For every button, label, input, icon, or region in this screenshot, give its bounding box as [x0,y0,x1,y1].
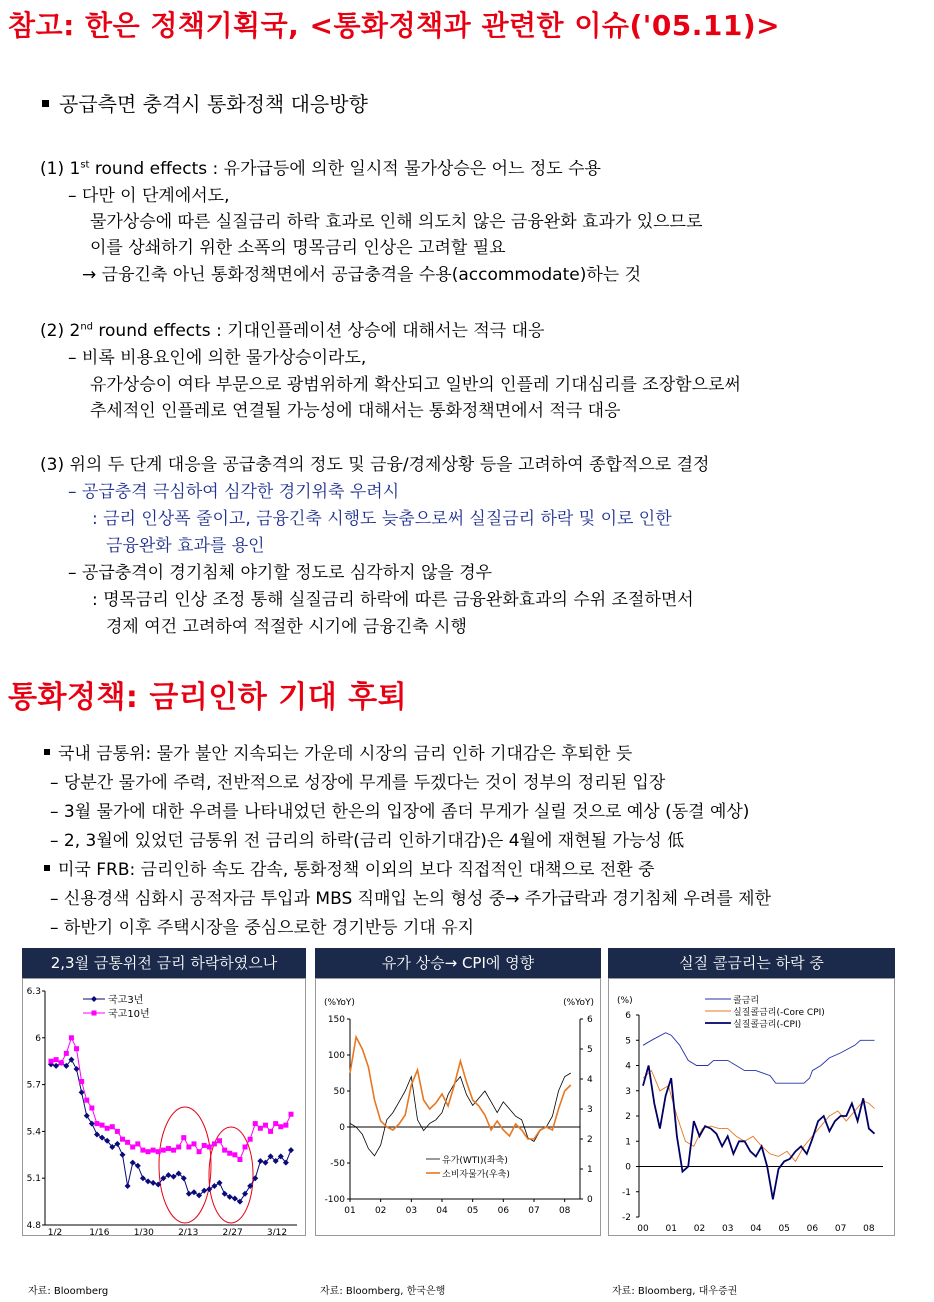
chart1-x-tick-label: 1/2 [47,1228,63,1235]
chart1-point-1 [288,1147,294,1153]
chart3-x-tick-label: 02 [693,1224,706,1234]
chart1-point-1 [74,1066,80,1072]
chart1-point-1 [140,1175,146,1181]
chart1-point-1 [211,1183,217,1189]
chart3-x-tick-label: 04 [750,1224,762,1234]
p3-line5: : 명목금리 인상 조정 통해 실질금리 하락에 따른 금융완화효과의 수위 조절하면서 [92,590,694,610]
chart3-x-tick-label: 01 [665,1224,677,1234]
chart1-point-2 [197,1149,202,1154]
chart3-y-tick-label: 4 [625,1061,631,1072]
chart2-left-tick-label: -100 [324,1195,345,1205]
chart2-left-tick-label: 0 [339,1123,345,1133]
chart1-point-1 [222,1191,228,1197]
chart2-x-tick-label: 04 [436,1206,448,1216]
chart3-y-tick-label: 6 [625,1011,631,1021]
chart1-point-2 [146,1149,151,1154]
chart1-point-2 [151,1148,156,1153]
chart1-point-2 [202,1143,207,1148]
chart1-point-1 [99,1135,105,1141]
chart1-point-2 [140,1148,145,1153]
chart1-point-2 [135,1141,140,1146]
chart1-point-1 [114,1141,120,1147]
chart1-point-1 [84,1113,90,1119]
chart1-point-2 [268,1129,273,1134]
chart2-left-tick-label: 50 [333,1087,345,1097]
chart1-point-2 [166,1146,171,1151]
chart3-y-tick-label: 2 [625,1112,631,1122]
chart1-point-1 [89,1121,95,1127]
p2-head: (2) 2nd round effects : 기대인플레이션 상승에 대해서는 적극 대응 [40,321,545,341]
chart1-point-2 [237,1157,242,1162]
chart3-y-tick-label: 1 [625,1137,631,1148]
chart1-legend-label: 국고3년 [108,995,144,1006]
chart3-unit: (%) [617,996,633,1006]
chart1-point-2 [212,1141,217,1146]
s2-bullet2: 미국 FRB: 금리인하 속도 감속, 통화정책 이외의 보다 직접적인 대책으로 전환 중 [44,855,655,880]
chart1-y-tick-label: 5.1 [26,1174,41,1185]
chart1-svg [23,979,305,1235]
chart1-x-tick-label: 2/13 [178,1228,199,1235]
chart1-point-2 [253,1121,258,1126]
s2-bullet2b: – 하반기 이후 주택시장을 중심으로한 경기반등 기대 유지 [50,918,475,938]
chart1-point-2 [248,1137,253,1142]
p2-line2: 유가상승이 여타 부문으로 광범위하게 확산되고 일반의 인플레 기대심리를 조장함으로써 [90,375,741,395]
chart1-point-2 [181,1135,186,1140]
chart1-point-2 [186,1145,191,1150]
chart1-point-2 [283,1123,288,1128]
chart1-x-tick-label: 3/12 [266,1228,288,1235]
chart2-right-tick-label: 3 [587,1105,593,1115]
chart1-point-2 [69,1035,74,1040]
chart1-point-2 [130,1145,135,1150]
chart2-right-tick-label: 1 [587,1165,593,1175]
chart3-frame [608,978,895,1236]
chart1-annotation-ellipse [159,1107,211,1223]
chart1-point-2 [217,1138,222,1143]
s2-bullet1c: – 2, 3월에 있었던 금통위 전 금리의 하락(금리 인하기대감)은 4월에 재현될 가능성 低 [50,831,685,851]
chart1-x-tick-label: 1/16 [89,1228,110,1235]
chart1-point-2 [115,1129,120,1134]
chart3-series-line-3 [643,1066,875,1200]
chart3-y-tick-label: 0 [625,1162,631,1173]
chart3-x-tick-label: 03 [721,1224,734,1234]
chart1-point-2 [243,1145,248,1150]
p1-head: (1) 1st round effects : 유가급등에 의한 일시적 물가상승은 어느 정도 수용 [40,159,601,179]
s2-bullet2a: – 신용경색 심화시 공적자금 투입과 MBS 직매입 논의 형성 중→ 주가급락과 경기침체 우려를 제한 [50,889,772,909]
chart1-point-1 [191,1189,197,1195]
chart1-point-2 [156,1149,161,1154]
s2-bullet1b: – 3월 물가에 대한 우려를 나타내었던 한은의 입장에 좀더 무게가 실릴 것으로 예상 (동결 예상) [50,802,750,822]
chart1-point-2 [171,1148,176,1153]
chart2-left-tick-label: 100 [327,1051,345,1061]
chart1-point-1 [125,1183,131,1189]
chart3-x-tick-label: 07 [834,1224,847,1234]
p3-head: (3) 위의 두 단계 대응을 공급충격의 정도 및 금융/경제상황 등을 고려하여 종합적으로 결정 [40,455,710,475]
chart2-legend-label: 유가(WTI)(좌축) [442,1156,508,1166]
chart1-point-2 [161,1148,166,1153]
chart3-x-tick-label: 06 [806,1224,819,1234]
chart3-title: 실질 콜금리는 하락 중 [608,948,895,978]
chart2-legend-label: 소비자물가(우축) [442,1170,510,1180]
p1-line3: 이를 상쇄하기 위한 소폭의 명목금리 인상은 고려할 필요 [90,238,506,258]
chart1-y-tick-label: 6.3 [26,987,41,997]
chart2-x-tick-label: 08 [558,1206,571,1216]
chart1-point-2 [176,1145,181,1150]
chart1-source: 자료: Bloomberg [28,1286,109,1297]
chart2-left-tick-label: -50 [330,1159,345,1169]
chart1-point-2 [120,1137,125,1142]
chart1-y-tick-label: 6 [35,1033,41,1044]
chart3-source: 자료: Bloomberg, 대우증권 [612,1286,738,1297]
chart1-legend-marker [92,1011,97,1016]
p1-line2: 물가상승에 따른 실질금리 하락 효과로 인해 의도치 않은 금융완화 효과가 있으므로 [90,212,703,232]
chart1-point-2 [258,1126,263,1131]
p2-line3: 추세적인 인플레로 연결될 가능성에 대해서는 통화정책면에서 적극 대응 [90,401,621,421]
chart1-point-2 [232,1152,237,1157]
chart1-point-2 [273,1121,278,1126]
chart1-point-1 [257,1158,263,1164]
chart2-right-unit: (%YoY) [563,998,594,1008]
chart2-right-tick-label: 0 [587,1195,593,1205]
chart1-point-2 [79,1079,84,1084]
p3-line2: : 금리 인상폭 줄이고, 금융긴축 시행도 늦춤으로써 실질금리 하락 및 이로 인한 [92,509,672,529]
chart1-point-2 [49,1059,54,1064]
chart3-legend-label: 실질콜금리(-Core CPI) [733,1008,825,1018]
chart1-point-2 [110,1124,115,1129]
p3-line3: 금융완화 효과를 용인 [106,536,265,556]
chart2-right-tick-label: 4 [587,1075,593,1085]
p3-line1: – 공급충격 극심하여 심각한 경기위축 우려시 [68,482,400,502]
chart1-point-1 [171,1174,177,1180]
chart1-point-2 [74,1046,79,1051]
p2-line1: – 비록 비용요인에 의한 물가상승이라도, [68,348,367,368]
chart1-point-1 [186,1191,192,1197]
chart1-point-1 [94,1132,100,1138]
chart1-point-1 [232,1195,238,1201]
chart1-y-tick-label: 5.4 [26,1127,41,1138]
chart1-point-2 [100,1123,105,1128]
chart1-point-1 [130,1160,136,1166]
chart1-point-2 [54,1057,59,1062]
chart2-x-tick-label: 03 [405,1206,418,1216]
chart2-series-line-2 [350,1037,571,1139]
s2-bullet1a: – 당분간 물가에 주력, 전반적으로 성장에 무게를 두겠다는 것이 정부의 정리된 입장 [50,773,666,793]
p3-line6: 경제 여건 고려하여 적절한 시기에 금융긴축 시행 [106,617,467,637]
chart2-x-tick-label: 06 [497,1206,510,1216]
chart2-right-tick-label: 6 [587,1015,593,1025]
chart3-panel [608,948,895,1236]
chart3-y-tick-label: -2 [622,1213,631,1223]
square-bullet-icon [44,749,50,755]
p3-line4: – 공급충격이 경기침체 야기할 정도로 심각하지 않을 경우 [68,563,493,583]
chart1-point-1 [53,1063,59,1069]
chart1-point-2 [191,1141,196,1146]
chart2-x-tick-label: 02 [374,1206,387,1216]
chart1-point-2 [222,1148,227,1153]
square-bullet-icon [44,865,50,871]
chart1-point-2 [84,1098,89,1103]
chart2-x-tick-label: 05 [466,1206,479,1216]
chart1-point-2 [59,1060,64,1065]
chart1-point-2 [263,1123,268,1128]
chart1-point-2 [227,1151,232,1156]
chart1-point-1 [119,1152,125,1158]
chart1-point-1 [237,1199,243,1205]
chart1-y-tick-label: 4.8 [26,1221,41,1231]
chart2-frame [315,978,601,1236]
chart3-x-tick-label: 00 [637,1224,649,1234]
chart1-point-2 [207,1145,212,1150]
chart1-y-tick-label: 5.7 [26,1080,41,1091]
chart2-title: 유가 상승→ CPI에 영향 [315,948,601,978]
section1-bullet-text: 공급측면 충격시 통화정책 대응방향 [59,92,368,116]
chart3-x-tick-label: 08 [863,1224,875,1234]
chart1-x-tick-label: 2/27 [222,1228,243,1235]
chart1-legend-label: 국고10년 [108,1009,150,1020]
chart1-point-2 [64,1051,69,1056]
chart1-point-2 [125,1140,130,1145]
chart2-series-line-1 [350,1073,571,1156]
chart1-point-1 [206,1186,212,1192]
chart1-point-1 [242,1191,248,1197]
chart1-title: 2,3월 금통위전 금리 하락하였으나 [22,948,306,978]
chart1-point-2 [89,1106,94,1111]
section1-bullet [42,88,368,117]
chart1-frame [22,978,306,1236]
s2-bullet1: 국내 금통위: 물가 불안 지속되는 가운데 시장의 금리 인하 기대감은 후퇴한 듯 [44,739,632,764]
chart3-x-tick-label: 05 [778,1224,790,1234]
chart2-panel [315,948,601,1236]
chart1-legend-marker [91,996,97,1002]
chart2-right-tick-label: 5 [587,1045,593,1055]
chart1-point-2 [94,1121,99,1126]
chart1-point-1 [150,1180,156,1186]
chart2-x-tick-label: 01 [344,1206,356,1216]
chart2-x-tick-label: 07 [528,1206,540,1216]
p1-line1: – 다만 이 단계에서도, [68,186,230,206]
chart1-point-1 [165,1172,171,1178]
chart3-series-line-1 [643,1033,875,1084]
chart1-point-1 [135,1163,141,1169]
chart1-point-2 [289,1112,294,1117]
chart1-point-2 [278,1124,283,1129]
chart3-y-tick-label: 5 [625,1036,631,1047]
chart3-y-tick-label: 3 [625,1086,631,1097]
chart2-svg [316,979,600,1235]
page-title: 참고: 한은 정책기획국, <통화정책과 관련한 이슈('05.11)> [8,9,781,42]
chart2-source: 자료: Bloomberg, 한국은행 [320,1286,446,1297]
chart1-point-1 [217,1180,223,1186]
chart2-right-tick-label: 2 [587,1135,593,1145]
chart3-y-tick-label: -1 [622,1187,631,1198]
chart3-legend-label: 실질콜금리(-CPI) [733,1020,802,1030]
chart3-svg [609,979,894,1235]
chart2-left-unit: (%YoY) [324,998,355,1008]
square-bullet-icon [42,100,49,107]
chart1-point-2 [105,1126,110,1131]
chart3-legend-label: 콜금리 [733,996,760,1006]
chart1-panel [22,948,306,1236]
chart1-point-1 [227,1194,233,1200]
chart1-x-tick-label: 1/30 [133,1228,154,1235]
chart2-left-tick-label: 150 [327,1015,345,1025]
p1-line4: → 금융긴축 아닌 통화정책면에서 공급충격을 수용(accommodate)하는 것 [82,265,642,285]
chart1-point-1 [145,1178,151,1184]
section2-title: 통화정책: 금리인하 기대 후퇴 [8,680,408,715]
